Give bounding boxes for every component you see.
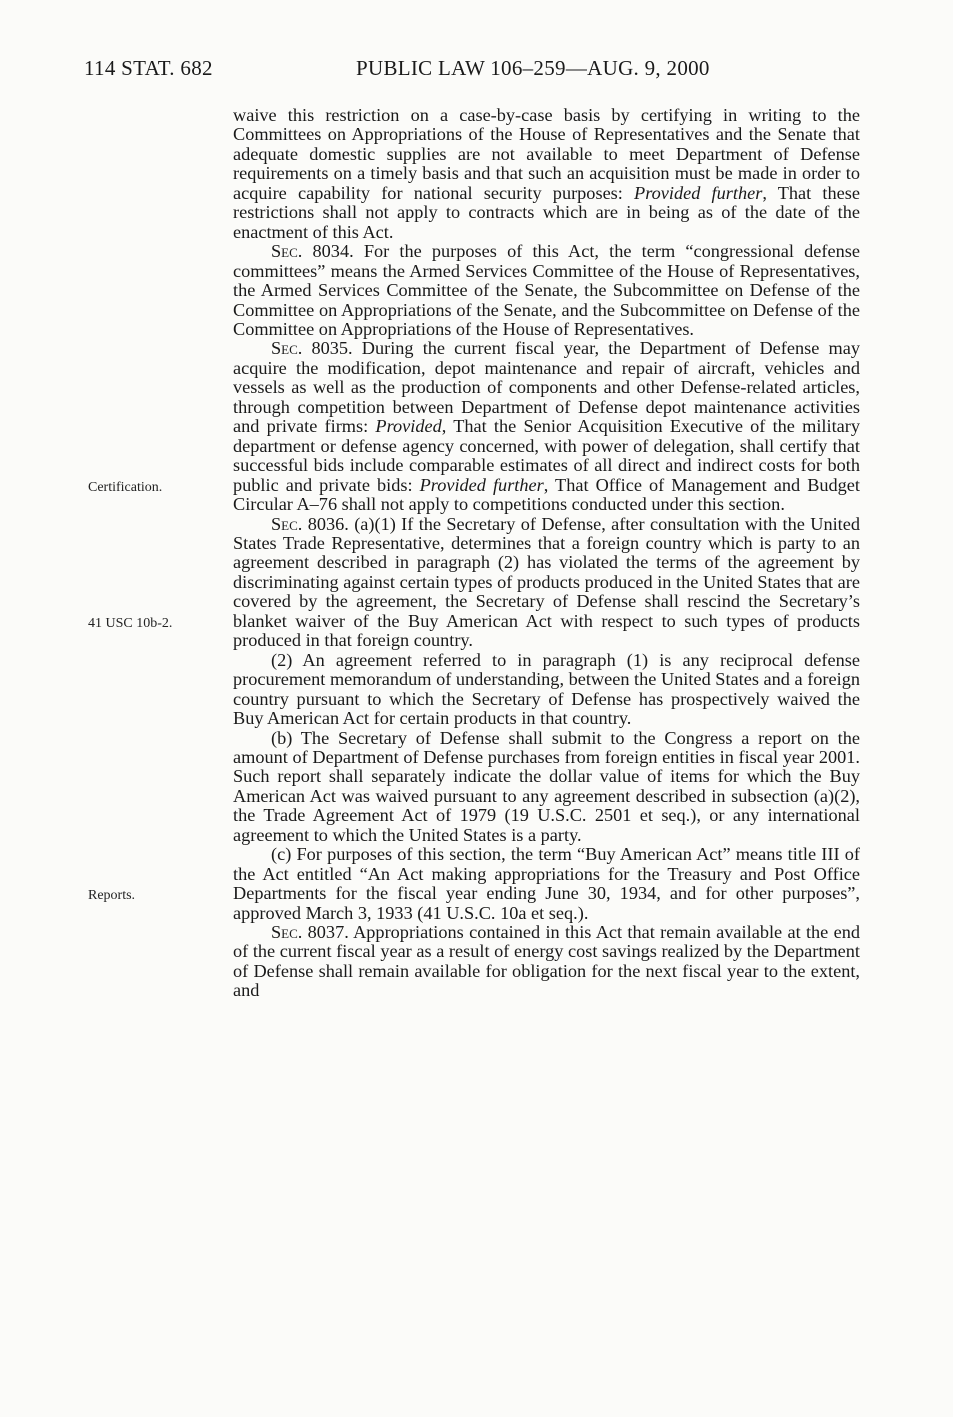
section-8036-a2: (2) An agreement referred to in paragraph (1) is any reciprocal defense procurement memorandum of understanding, between the United States and a foreign country pursuant to which the Secretary of Defense has prospectively waived the Buy American Act for certain products in that country. [233, 649, 860, 729]
margin-note-reports: Reports. [88, 888, 136, 903]
section-8034: Sec. 8034. For the purposes of this Act, the term “congressional defense committees” means the Armed Services Committee of the House of Representatives, the Armed Services Committee of the Senate, the Subcommittee on Defense of the Committee on Appropriations of the Senate, and the Subcommittee on Defense of the Committee on Appropriations of the House of Representatives. [233, 241, 860, 339]
section-label: Sec. 8036. [271, 513, 349, 534]
section-8035: Sec. 8035. During the current fiscal year, the Department of Defense may acquire the modification, depot maintenance and repair of aircraft, vehicles and vessels as well as the production of components and other Defense-related articles, through competition between Department of Defense depot maintenance activities and private firms: Provided, That the Senior Acquisition Executive of the military department or defense agency concerned, with power of delegation, shall certify that successful bids include comparable estimates of all direct and indirect costs for both public and private bids: Provided further, That Office of Management and Budget Circular A–76 shall not apply to competitions conducted under this section. [233, 338, 861, 515]
section-8037: Sec. 8037. Appropriations contained in this Act that remain available at the end of the current fiscal year as a result of energy cost savings realized by the Department of Defense shall remain available for obligation for the next fiscal year to the extent, and [233, 922, 860, 1001]
section-8036-b: (b) The Secretary of Defense shall submit to the Congress a report on the amount of Department of Defense purchases from foreign entities in fiscal year 2001. Such report shall separately indicate the dollar value of items for which the Buy American Act was waived pursuant to any agreement described in subsection (a)(2), the Trade Agreement Act of 1979 (19 U.S.C. 2501 et seq.), or any international agreement to which the United States is a party. [233, 727, 860, 845]
section-8036-c: (c) For purposes of this section, the term “Buy American Act” means title III of the Act entitled “An Act making appropriations for the Treasury and Post Office Departments for the fiscal year ending June 30, 1934, and for other purposes”, approved March 3, 1933 (41 U.S.C. 10a et seq.). [233, 844, 860, 923]
statute-page-number: 114 STAT. 682 [84, 56, 213, 80]
paragraph-continuation: waive this restriction on a case-by-case basis by certifying in writing to the Committees on Appropriations of the House of Representatives and the Senate that adequate domestic supplies are not available to meet Department of Defense requirements on a timely basis and that such an acquisition must be made in order to acquire capability for national security purposes: Provided further, That these restrictions shall not apply to contracts which are in being as of the date of the enactment of this Act. [233, 105, 860, 242]
section-label: Sec. 8035. [271, 338, 353, 359]
section-label: Sec. 8034. [271, 241, 354, 262]
section-8036-a: Sec. 8036. (a)(1) If the Secretary of Defense, after consultation with the United States Trade Representative, determines that a foreign country which is party to an agreement described in paragraph (2) has violated the terms of the agreement by discriminating against certain types of products produced in the United States that are covered by the agreement, the Secretary of Defense shall rescind the Secretary’s blanket waiver of the Buy American Act with respect to such types of products produced in that foreign country. [233, 513, 860, 651]
public-law-citation: PUBLIC LAW 106–259—AUG. 9, 2000 [356, 56, 710, 80]
margin-note-certification: Certification. [88, 480, 163, 495]
section-label: Sec. 8037. [271, 922, 349, 943]
running-header [84, 56, 884, 84]
margin-note-usc: 41 USC 10b-2. [88, 616, 173, 631]
statute-body [233, 106, 860, 1001]
